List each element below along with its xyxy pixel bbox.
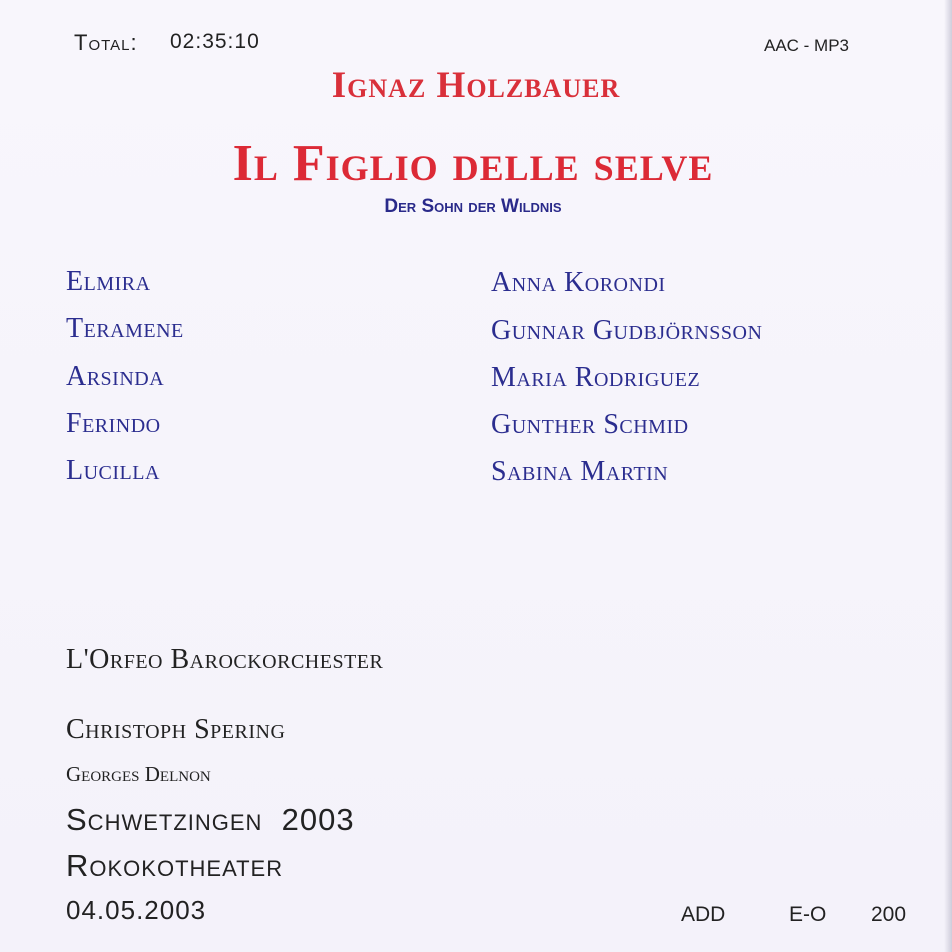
cast-role: Elmira <box>66 266 151 297</box>
venue-city-year: Schwetzingen 2003 <box>66 802 355 837</box>
conductor-name: Christoph Spering <box>66 714 286 745</box>
cast-role: Lucilla <box>66 455 160 486</box>
catalog-number: 200 <box>871 903 907 926</box>
venue-theater: Rokokotheater <box>66 848 284 883</box>
cast-role: Ferindo <box>66 408 161 439</box>
cast-singer: Anna Korondi <box>491 267 666 298</box>
cast-singer: Maria Rodriguez <box>491 362 701 393</box>
cast-role: Arsinda <box>66 361 165 392</box>
orchestra-name: L'Orfeo Barockorchester <box>66 644 384 675</box>
composer-name: Ignaz Holzbauer <box>331 65 621 106</box>
cast-role: Teramene <box>66 313 184 344</box>
performance-date: 04.05.2003 <box>66 895 207 925</box>
cast-singer: Gunther Schmid <box>491 409 689 440</box>
cast-singer: Gunnar Gudbjörnsson <box>491 315 763 346</box>
opera-title: Il Figlio delle selve <box>232 135 714 192</box>
total-label: Total: <box>74 30 138 55</box>
opera-subtitle: Der Sohn der Wildnis <box>384 196 562 217</box>
recording-code: ADD <box>681 903 726 926</box>
director-name: Georges Delnon <box>66 762 211 786</box>
audio-format: AAC - MP3 <box>764 36 850 55</box>
cast-singer: Sabina Martin <box>491 456 669 487</box>
label-code: E-O <box>789 903 827 926</box>
total-time: 02:35:10 <box>170 30 260 53</box>
